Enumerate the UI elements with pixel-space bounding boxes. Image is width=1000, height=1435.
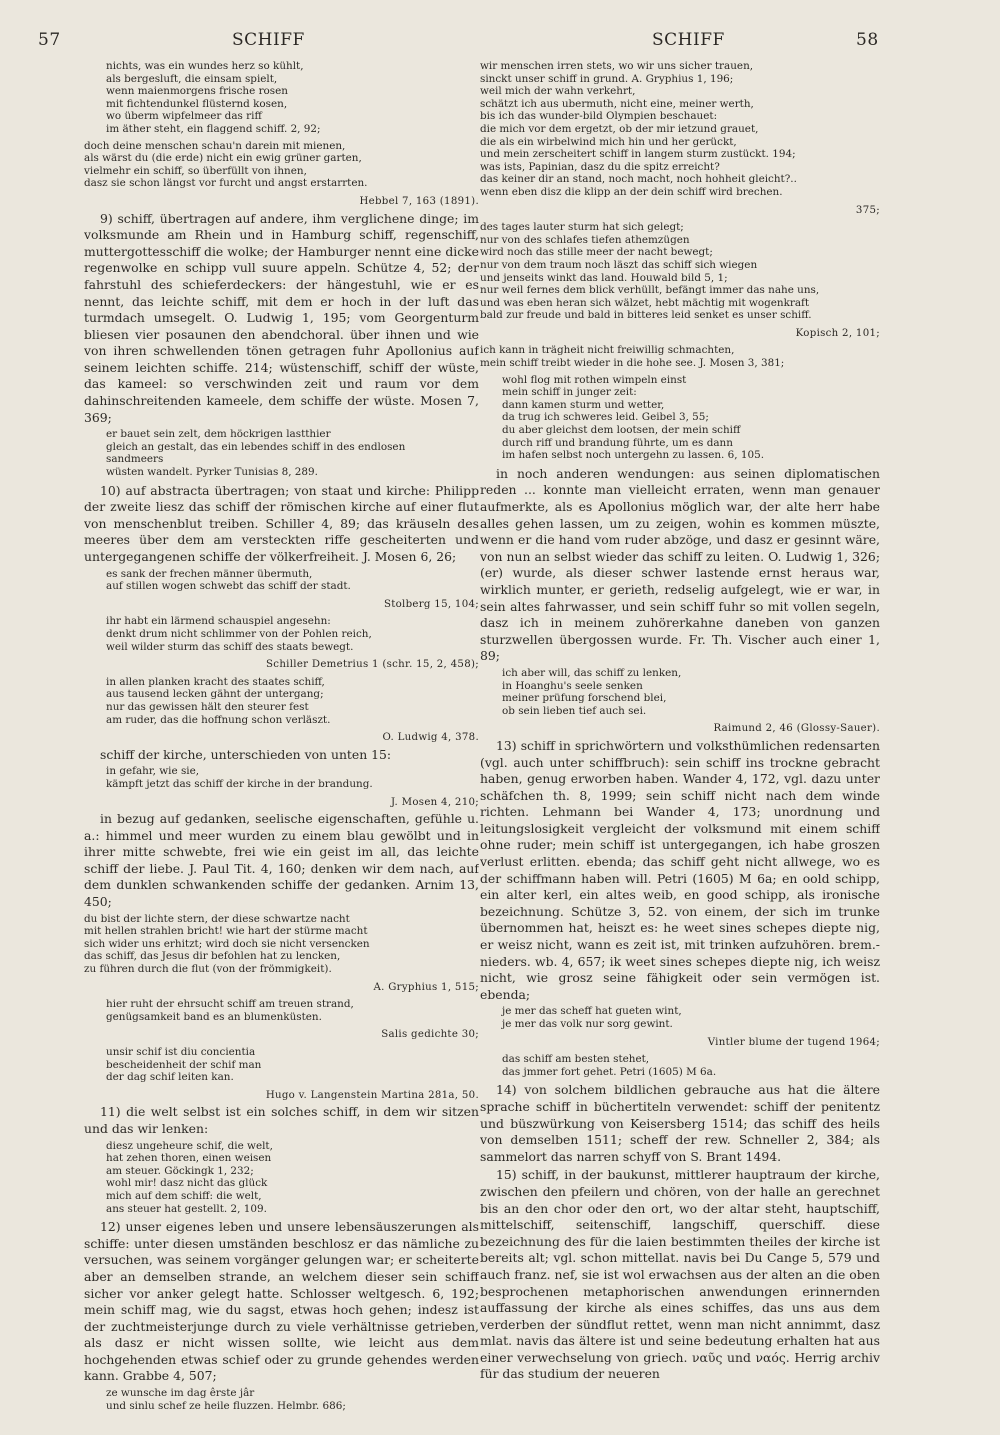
verse-line: denkt drum nicht schlimmer von der Pohlen reich,	[106, 627, 372, 640]
verse-line: mit fichtendunkel flüsternd kosen,	[106, 97, 288, 110]
source-citation: Schiller Demetrius 1 (schr. 15, 2, 458);	[266, 659, 479, 671]
verse-line: in Hoanghu's seele senken	[502, 679, 643, 692]
verse-line: hier ruht der ehrsucht schiff am treuen strand,	[106, 998, 354, 1011]
verse-quotation	[84, 676, 479, 726]
verse-line: mein schiff in junger zeit:	[502, 386, 637, 399]
verse-line: wird noch das stille meer der nacht bewegt;	[480, 246, 713, 259]
verse-line: am steuer. Göckingk 1, 232;	[106, 1164, 254, 1177]
verse-line: der dag schif leiten kan.	[106, 1071, 234, 1084]
verse-line: wenn maienmorgens frische rosen	[106, 85, 288, 98]
verse-line: kämpft jetzt das schiff der kirche in der brandung.	[106, 777, 373, 790]
verse-line: genügsamkeit band es an blumenküsten.	[106, 1010, 322, 1023]
verse-line: gleich an gestalt, das ein lebendes schiff in des endlosen	[106, 440, 406, 453]
verse-line: weil wilder sturm das schiff des staats bewegt.	[106, 640, 354, 653]
verse-line: dann kamen sturm und wetter,	[502, 398, 665, 411]
entry-paragraph: 11) die welt selbst ist ein solches schiff, in dem wir sitzen und das wir lenken:	[84, 1104, 479, 1136]
source-citation: Vintler blume der tugend 1964;	[707, 1036, 880, 1048]
verse-line: mit hellen strahlen bricht! wie hart der stürme macht	[84, 925, 368, 938]
verse-quotation	[84, 615, 479, 653]
verse-line: das schiff, das Jesus dir befohlen hat zu lencken,	[84, 950, 341, 963]
verse-quotation	[84, 765, 479, 790]
verse-quotation	[84, 568, 479, 593]
verse-line: wo überm wipfelmeer das riff	[106, 110, 262, 123]
verse-line: da trug ich schweres leid. Geibel 3, 55;	[502, 411, 709, 424]
verse-line: hat zehen thoren, einen weisen	[106, 1152, 272, 1165]
verse-line: nichts, was ein wundes herz so kühlt,	[106, 60, 304, 72]
verse-line: durch riff und brandung führte, um es dann	[502, 436, 733, 449]
verse-quotation	[84, 998, 479, 1023]
verse-line: dasz sie schon längst vor furcht und angst erstarrten.	[84, 177, 368, 190]
verse-line: diesz ungeheure schif, die welt,	[106, 1139, 273, 1152]
entry-paragraph: in noch anderen wendungen: aus seinen diplomatischen reden ... konnte man vielleicht erraten, wenn man genauer aufmerkte, als es Apollonius möglich war, der alte herr habe alles gehen lassen, um zu zeigen, wohin es kommen müszte, wenn er die hand vom ruder abzöge, und dasz er gesinnt wäre, von nun an selbst wieder das schiff zu leiten. O. Ludwig 1, 326; (er) wurde, als dieser schwer lastende ernst heraus war, wirklich munter, er gerieth, redselig aufgelegt, wie er war, in sein altes fahrwasser, und sein schiff fuhr so mit vollen segeln, dasz ich in meinem zuhörerkahne daneben von ganzen sturzwellen übergossen wurde. Fr. Th. Vischer auch einer 1, 89;	[480, 465, 880, 664]
verse-line: am ruder, das die hoffnung schon verläszt.	[106, 713, 331, 726]
verse-line: doch deine menschen schau'n darein mit mienen,	[84, 139, 346, 152]
verse-line: in allen planken kracht des staates schiff,	[106, 675, 325, 688]
verse-line: ob sein lieben tief auch sei.	[502, 704, 647, 717]
verse-line: schätzt ich aus ubermuth, nicht eine, meiner werth,	[480, 97, 754, 110]
verse-quotation	[480, 60, 880, 199]
entry-paragraph: 12) unser eigenes leben und unsere lebensäuszerungen als schiffe: unter diesen umständen beschlosz er das nämliche zu versuchen, was seinem vorgänger gelungen war; er scheiterte aber an demselben strande, an welchem dieser sein schiff sicher vor anker gelegt hatte. Schlosser weltgesch. 6, 192; mein schiff mag, wie du sagst, etwas hoch gehen; indesz ist der zuchtmeisterjunge durch zu viele verhältnisse getrieben, als dasz er nicht wissen sollte, wie leicht aus dem hochgehenden etwas schief oder zu grunde gehendes werden kann. Grabbe 4, 507;	[84, 1219, 479, 1384]
verse-line: ans steuer hat gestellt. 2, 109.	[106, 1202, 267, 1215]
verse-line: des tages lauter sturm hat sich gelegt;	[480, 221, 684, 234]
verse-quotation	[84, 140, 479, 190]
verse-line: bescheidenheit der schif man	[106, 1058, 262, 1071]
verse-line: und jenseits winkt das land. Houwald bild 5, 1;	[480, 271, 728, 284]
verse-quotation	[480, 374, 880, 462]
verse-quotation	[480, 344, 880, 369]
entry-paragraph: 15) schiff, in der baukunst, mittlerer hauptraum der kirche, zwischen den pfeilern und chören, von der halle an gerechnet bis an den chor oder den ort, wo der altar steht, hauptschiff, mittelschiff, seitenschiff, langschiff, querschiff. diese bezeichnung des für die laien bestimmten theiles der kirche ist bereits alt; vgl. schon mittellat. navis bei Du Cange 5, 579 und auch franz. nef, sie ist wol erwachsen aus der alten an die oben besprochenen metaphorischen anwendungen erinnernden auffassung der kirche als eines schiffes, das uns aus dem verderben der sündflut rettet, wenn man nicht annimmt, dasz mlat. navis das ältere ist und seine bedeutung erhalten hat aus einer verwechselung von griech. ναῦς und ναός. Herrig archiv für das studium der neueren	[480, 1167, 880, 1382]
verse-line: mich auf dem schiff: die welt,	[106, 1189, 262, 1202]
verse-quotation	[84, 913, 479, 976]
verse-line: er bauet sein zelt, dem höckrigen lastthier	[106, 428, 331, 441]
verse-line: und mein zerscheitert schiff in langem sturm zustückt. 194;	[480, 148, 796, 161]
verse-quotation	[480, 1005, 880, 1030]
verse-line: und sinlu schef ze heile fluzzen. Helmbr. 686;	[106, 1399, 346, 1412]
running-title-left: SCHIFF	[232, 30, 305, 50]
source-citation: Hebbel 7, 163 (1891).	[359, 195, 479, 207]
verse-line: nur das gewissen hält den steurer fest	[106, 700, 309, 713]
verse-quotation	[84, 428, 479, 478]
source-citation: J. Mosen 4, 210;	[390, 796, 479, 808]
verse-line: meiner prüfung forschend blei,	[502, 692, 667, 705]
verse-line: als bergesluft, die einsam spielt,	[106, 72, 278, 85]
verse-line: was ists, Papinian, dasz du die spitz erreicht?	[480, 160, 720, 173]
source-citation: Hugo v. Langenstein Martina 281a, 50.	[265, 1089, 479, 1101]
verse-line: bis ich das wunder-bild Olympien beschauet:	[480, 110, 718, 123]
verse-line: auf stillen wogen schwebt das schiff der stadt.	[106, 580, 351, 593]
verse-line: es sank der frechen männer übermuth,	[106, 567, 313, 580]
verse-line: die als ein wirbelwind mich hin und her gerückt,	[480, 135, 737, 148]
verse-line: das keiner dir an stand, noch macht, noch hohheit gleicht?..	[480, 173, 797, 186]
verse-line: das schiff am besten stehet,	[502, 1053, 650, 1066]
entry-paragraph: 14) von solchem bildlichen gebrauche aus hat die ältere sprache schiff in büchertiteln verwendet: schiff der penitentz und büszwürkung von Keisersberg 1514; das schiff des heils von demselben 1511; scheff der rew. Schneller 2, 384; als sammelort das narren schyff von S. Brant 1494.	[480, 1082, 880, 1164]
verse-line: und was eben heran sich wälzet, hebt mächtig mit wogenkraft	[480, 296, 810, 309]
verse-quotation	[84, 60, 479, 136]
verse-quotation	[480, 221, 880, 322]
verse-line: du aber gleichst dem lootsen, der mein schiff	[502, 424, 741, 437]
verse-line: die mich vor dem ergetzt, ob der mir ietzund grauet,	[480, 122, 759, 135]
verse-line: ihr habt ein lärmend schauspiel angesehn:	[106, 615, 331, 628]
verse-line: sich wider uns erhitzt; wird doch sie nicht versencken	[84, 937, 370, 950]
verse-line: unsir schif ist diu concientia	[106, 1046, 256, 1058]
verse-line: sandmeers	[106, 453, 164, 466]
verse-line: aus tausend lecken gähnt der untergang;	[106, 688, 324, 701]
running-title-right: SCHIFF	[652, 30, 725, 50]
verse-line: mein schiff treibt wieder in die hohe see. J. Mosen 3, 381;	[480, 357, 785, 370]
verse-line: je mer das volk nur sorg gewint.	[502, 1018, 673, 1030]
verse-line: ich kann in trägheit nicht freiwillig schmachten,	[480, 344, 735, 357]
verse-line: in gefahr, wie sie,	[106, 765, 200, 778]
verse-quotation	[84, 1140, 479, 1216]
verse-line: ze wunsche im dag êrste jâr	[106, 1387, 255, 1400]
entry-paragraph: schiff der kirche, unterschieden von unten 15:	[100, 746, 392, 762]
verse-line: nur weil fernes dem blick verhüllt, befängt immer das nahe uns,	[480, 284, 820, 297]
source-citation: O. Ludwig 4, 378.	[382, 732, 479, 744]
verse-line: sinckt unser schiff in grund. A. Gryphius 1, 196;	[480, 72, 734, 85]
verse-quotation	[480, 1053, 880, 1078]
right-column	[480, 58, 880, 1413]
verse-line: als wärst du (die erde) nicht ein ewig grüner garten,	[84, 152, 362, 165]
entry-paragraph: 13) schiff in sprichwörtern und volksthümlichen redensarten (vgl. auch unter schiffbruch): sein schiff ins trockne gebracht haben, genug erworben haben. Wander 4, 172, vgl. dazu unter schäfchen th. 8, 1999; sein schiff nicht nach dem winde richten. Lehmann bei Wander 4, 173; unordnung und leitungslosigkeit vergleicht der volksmund mit einem schiff ohne ruder; mein schiff ist untergegangen, ich habe groszen verlust erlitten. ebenda; das schiff geht nicht allwege, wo es der schiffmann haben will. Petri (1605) M 6a; en oold schipp, ein alter kerl, ein altes weib, en good schipp, als ironische bezeichnung. Schütze 3, 52. von einem, der sich im trunke übernommen hat, heiszt es: he weet sines schepes diepte nig, er weisz nicht, wann es zeit ist, mit trinken aufzuhören. brem.-nieders. wb. 4, 657; ik weet sines schepes diepte nig, ich weisz nicht, wie grosz seine fähigkeit oder sein vermögen ist. ebenda;	[480, 737, 880, 1002]
verse-line: bald zur freude und bald in bitteres leid senket es unser schiff.	[480, 309, 812, 322]
verse-line: je mer das scheff hat gueten wint,	[502, 1005, 682, 1018]
verse-line: wohl mir! dasz nicht das glück	[106, 1177, 268, 1190]
source-citation: A. Gryphius 1, 515;	[373, 981, 479, 993]
verse-line: wohl flog mit rothen wimpeln einst	[502, 373, 687, 386]
verse-line: wüsten wandelt. Pyrker Tunisias 8, 289.	[106, 466, 318, 479]
entry-paragraph: in bezug auf gedanken, seelische eigenschaften, gefühle u. a.: himmel und meer wurden zu einem blau gewölbt und in ihrer mitte schwebte, frei wie ein geist im all, das leichte schiff der liebe. J. Paul Tit. 4, 160; denken wir dem nach, auf dem dunklen schwankenden schiffe der gedanken. Arnim 13, 450;	[84, 811, 479, 910]
verse-line: wenn eben disz die klipp an der dein schiff wird brechen.	[480, 185, 783, 198]
verse-quotation	[84, 1387, 479, 1412]
verse-quotation	[480, 667, 880, 717]
verse-line: das jmmer fort gehet. Petri (1605) M 6a.	[502, 1065, 717, 1078]
page-number-right: 58	[856, 30, 879, 50]
left-column	[84, 58, 479, 1413]
source-citation: 375;	[855, 204, 880, 216]
verse-line: weil mich der wahn verkehrt,	[480, 85, 636, 98]
verse-line: vielmehr ein schiff, so überfüllt von ihnen,	[84, 164, 307, 177]
verse-line: im äther steht, ein flaggend schiff. 2, 92;	[106, 122, 321, 135]
entry-paragraph: 9) schiff, übertragen auf andere, ihm verglichene dinge; im volksmunde am Rhein und in Hamburg schiff, regenschiff, muttergottesschiff die wolke; der Hamburger nennt eine dicke regenwolke en schipp vull suure appeln. Schütze 4, 52; der fahrstuhl des schieferdeckers: der hängestuhl, wie er es nennt, das leichte schiff, mit dem er hoch in der luft das turmdach umsegelt. O. Ludwig 1, 195; vom Georgenturm bliesen vier posaunen den abendchoral. über ihnen und wie von ihren schwellenden tönen getragen fuhr Apollonius auf seinem leichten schiffe. 214; wüstenschiff, schiff der wüste, das kameel: so verschwinden zeit und raum vor dem dahinschreitenden kameele, dem schiffe der wüste. Mosen 7, 369;	[84, 210, 479, 425]
source-citation: Kopisch 2, 101;	[795, 327, 880, 339]
verse-line: du bist der lichte stern, der diese schwartze nacht	[84, 912, 350, 925]
verse-line: wir menschen irren stets, wo wir uns sicher trauen,	[480, 60, 754, 72]
verse-line: nur von des schlafes tiefen athemzügen	[480, 233, 690, 246]
verse-line: im hafen selbst noch untergehn zu lassen. 6, 105.	[502, 449, 764, 462]
source-citation: Salis gedichte 30;	[381, 1029, 479, 1041]
verse-line: nur von dem traum noch läszt das schiff sich wiegen	[480, 258, 758, 271]
source-citation: Stolberg 15, 104;	[383, 598, 479, 610]
page-number-left: 57	[38, 30, 61, 50]
source-citation: Raimund 2, 46 (Glossy-Sauer).	[713, 723, 880, 735]
verse-line: zu führen durch die flut (von der frömmigkeit).	[84, 963, 332, 976]
verse-line: ich aber will, das schiff zu lenken,	[502, 666, 682, 679]
verse-quotation	[84, 1046, 479, 1084]
entry-paragraph: 10) auf abstracta übertragen; von staat und kirche: Philipp der zweite liesz das schiff der römischen kirche auf einer flut von menschenblut treiben. Schiller 4, 89; das kräuseln des meeres über dem am versteckten riffe gescheiterten und untergegangenen schiffe der völkerfreiheit. J. Mosen 6, 26;	[84, 482, 479, 564]
